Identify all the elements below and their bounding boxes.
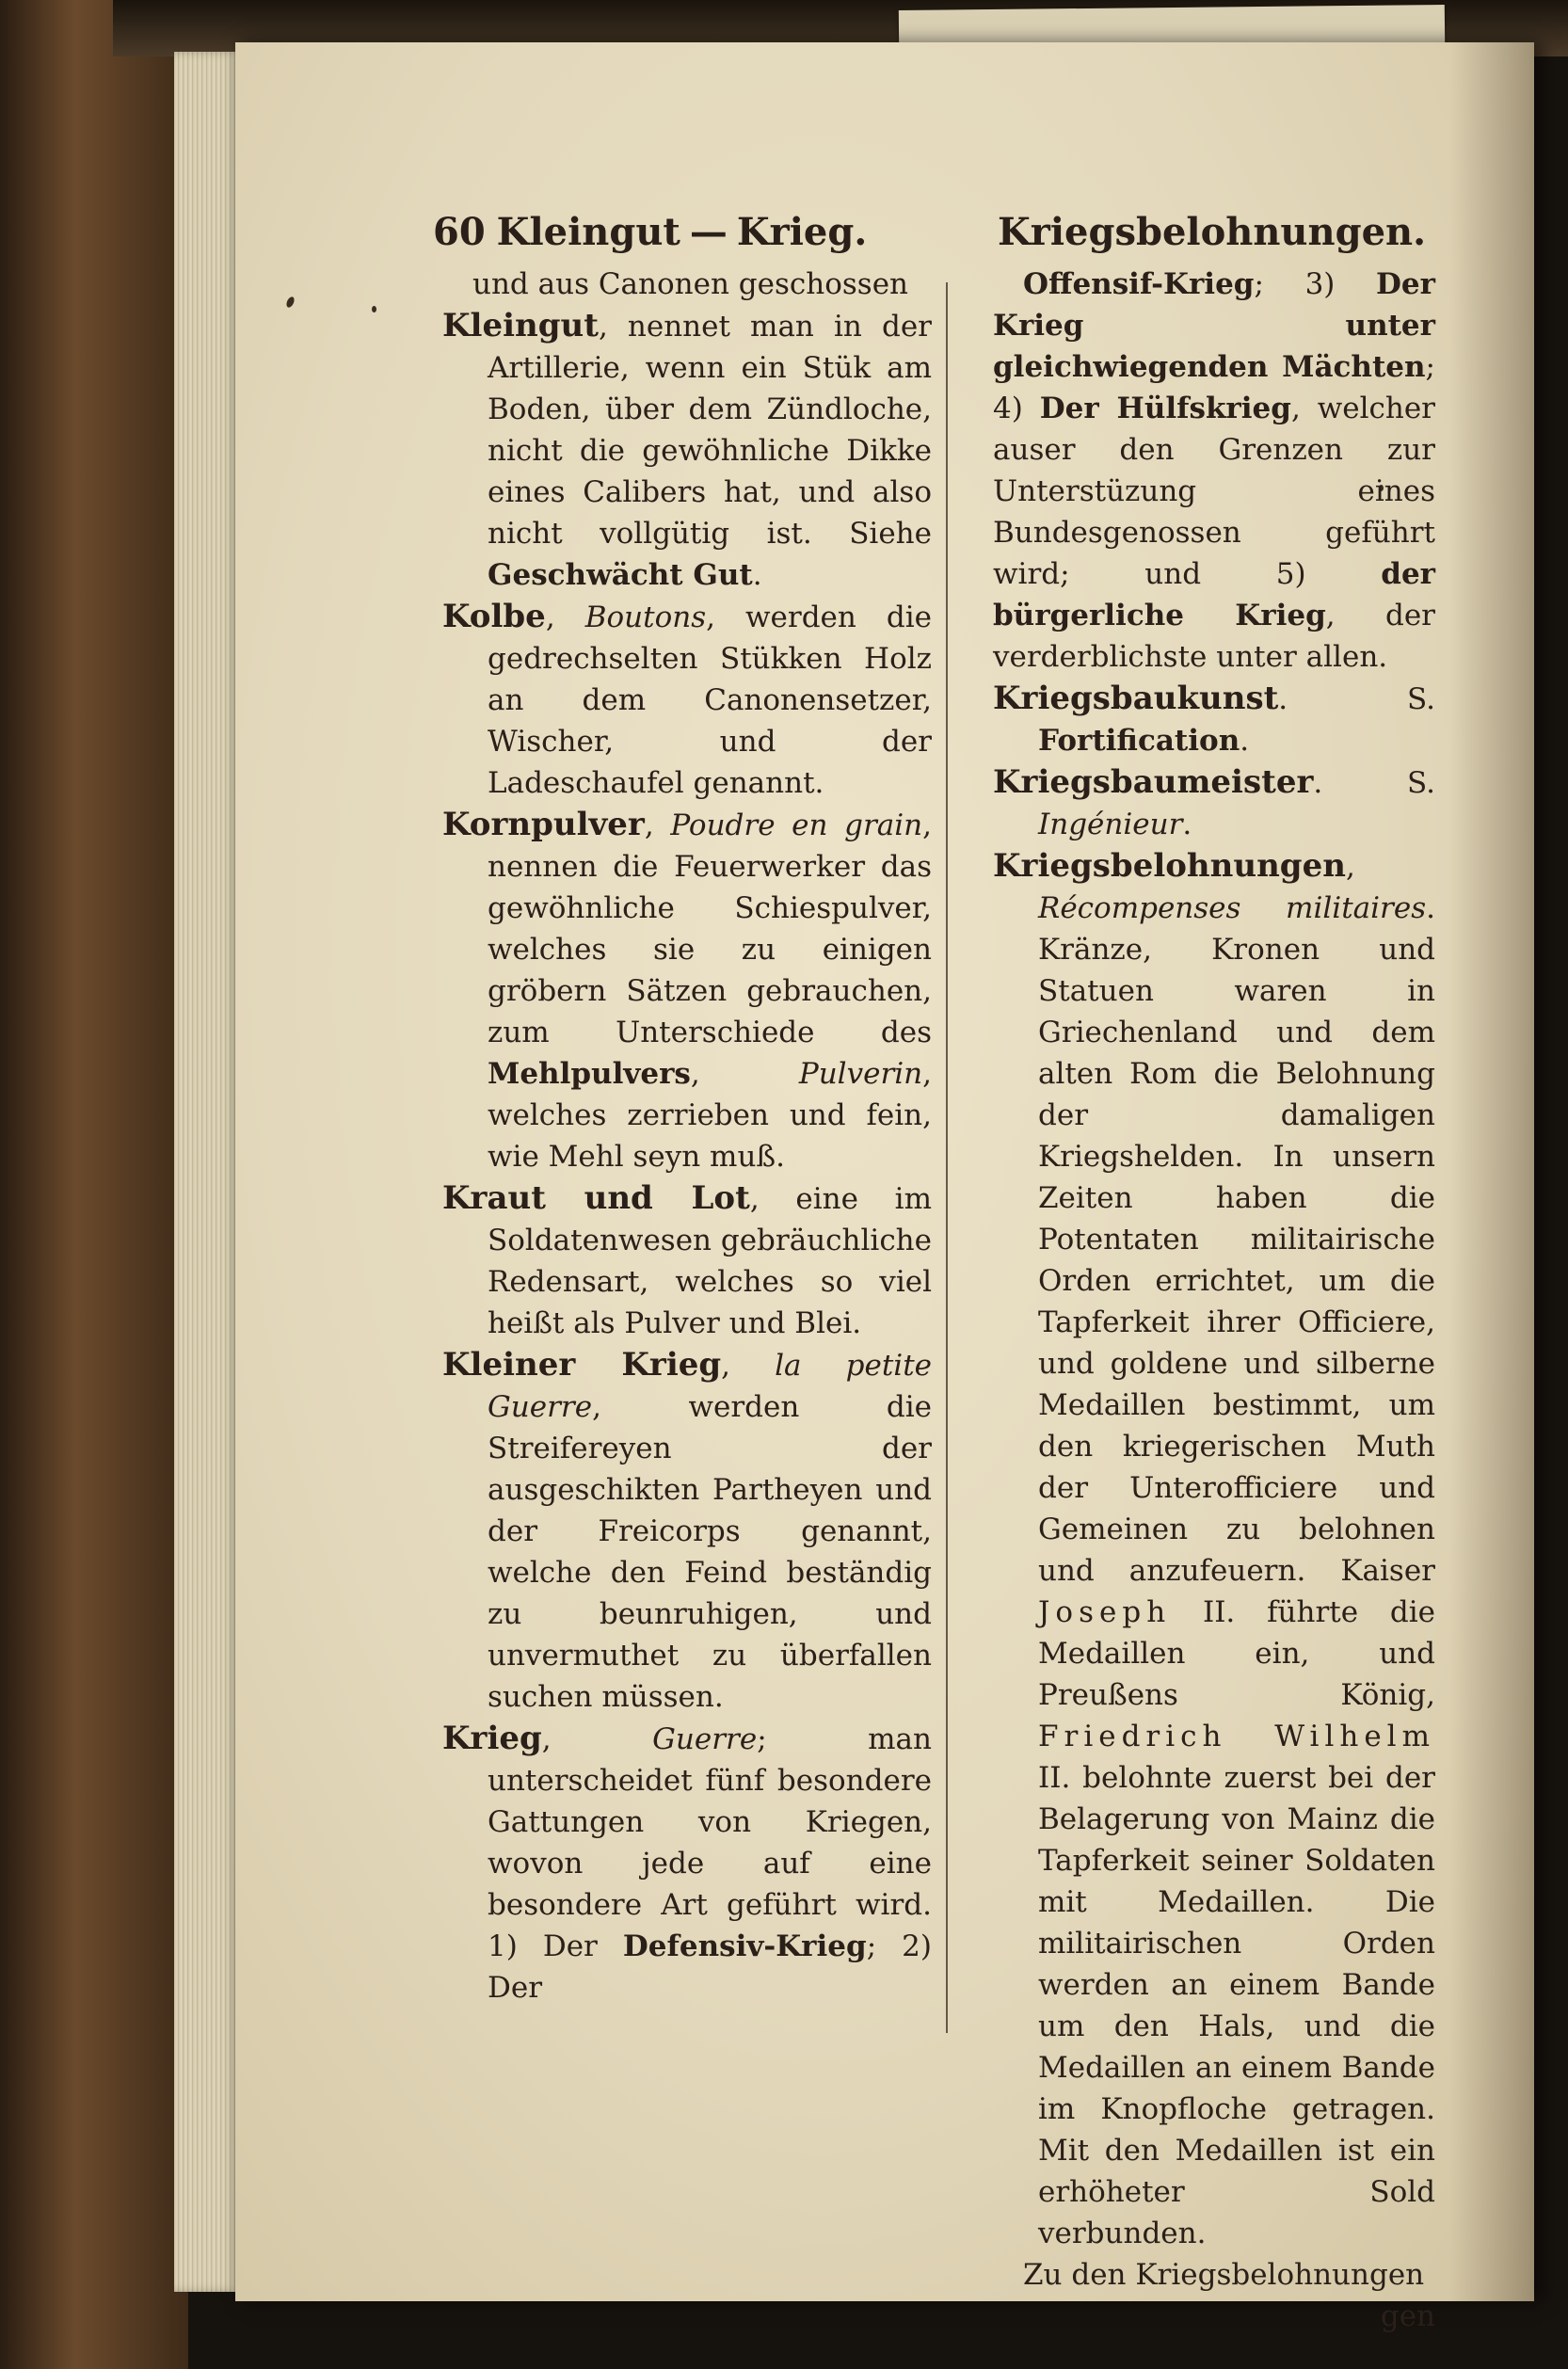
spaced-name: Friedrich Wilhelm [1038, 1720, 1435, 1753]
entry-lemma: Kraut und Lot [442, 1179, 750, 1217]
inline-term: Der Hülfskrieg [1039, 392, 1291, 425]
entry-body: , nennet man in der Artillerie, wenn ein Stük am Boden, über dem Zündloche, nicht die gewöhnliche Dikke eines Calibers hat, und also nicht vollgütig ist. Siehe [488, 310, 932, 551]
entry-cross-reference: Defensiv-Krieg [622, 1929, 867, 1963]
ink-spot [285, 296, 296, 309]
entry-french-term: Poudre en grain [670, 808, 923, 842]
entry-body: , werden die gedrechselten Stükken Holz an dem Canonensetzer, Wischer, und der Ladeschaufel genannt. [488, 600, 932, 800]
entry-lemma: Kriegsbaukunst [993, 680, 1279, 717]
dictionary-entry: Kornpulver, Poudre en grain, nennen die Feuerwerker das gewöhnliche Schiespulver, welches sie zu einigen gröbern Sätzen gebrauchen, zum Unterschiede des Mehlpulvers, Pulverin, welches zerrieben und fein, wie Mehl seyn muß. [442, 806, 932, 1174]
entry-french-term: Ingénieur [1038, 808, 1183, 841]
entry-tail: . [1182, 808, 1192, 841]
entry-cross-reference: Geschwächt Gut [488, 558, 753, 592]
book-cover-edge [0, 0, 188, 2369]
continuation-text: und aus Canonen geschossen [472, 267, 909, 301]
header-dash: — [689, 210, 728, 254]
inline-term: Offensif-Krieg [1023, 267, 1255, 301]
entry-lemma: Krieg [442, 1720, 542, 1757]
inline-term: der bürgerliche Krieg [993, 557, 1435, 632]
inline-text: ; 3) [1254, 267, 1377, 301]
entry-french-term: la petite Guerre [488, 1349, 932, 1424]
entry-lemma: Kornpulver [442, 806, 645, 843]
dictionary-entry [993, 678, 1435, 761]
dictionary-entry: Kolbe, Boutons, werden die gedrechselten Stükken Holz an dem Canonensetzer, Wischer, und der Ladeschaufel genannt. [442, 598, 932, 800]
entry-tail: II. belohnte zuerst bei der Belagerung von Mainz die Tapferkeit seiner Soldaten mit Medaillen. Die militairischen Orden werden an einem Bande um den Hals, und die Medaillen an einem Bande im Knopfloche getragen. Mit den Medaillen ist ein erhöheter Sold verbunden. [1038, 1761, 1435, 2250]
entry-french-term: Pulverin [798, 1057, 923, 1091]
entry-tail: . [752, 558, 762, 592]
entry-tail: . [1240, 724, 1250, 758]
inline-text: , der verderblichste unter allen. [993, 599, 1435, 674]
spaced-name: Joseph [1038, 1595, 1172, 1629]
page-number: 60 [433, 210, 486, 254]
continuation-text [993, 264, 1435, 678]
header-right-word: Krieg. [736, 210, 868, 254]
entry-body: . Kränze, Kronen und Statuen waren in Griechenland und dem alten Rom die Belohnung der damaligen Kriegshelden. In unsern Zeiten haben die Potentaten militairische Orden errichtet, um die Tapferkeit ihrer Officiere, und goldene und silberne Medaillen bestimmt, um den kriegerischen Muth der Unterofficiere und Gemeinen zu belohnen und anzufeuern. Kaiser [1038, 891, 1435, 1588]
running-head-right: Kriegsbelohnungen. [998, 210, 1427, 254]
entry-mid: II. führte die Medaillen ein, und Preußens König, [1038, 1595, 1435, 1712]
dictionary-entry [993, 761, 1435, 845]
dictionary-entry [442, 305, 932, 596]
entry-french-term: Guerre [652, 1722, 758, 1756]
entry-body: . S. [1278, 682, 1435, 716]
entry-body: , nennen die Feuerwerker das gewöhnliche Schiespulver, welches sie zu einigen gröbern Sätzen gebrauchen, zum Unterschiede des [488, 808, 932, 1049]
entry-body: . S. [1313, 766, 1435, 800]
inline-term: Der Krieg unter gleichwiegenden Mächten [993, 267, 1435, 384]
entry-lemma: Kleiner Krieg [442, 1346, 722, 1384]
right-column [993, 209, 1435, 2366]
entry-lemma: Kolbe [442, 598, 546, 635]
inline-text: ; 4) [993, 350, 1435, 425]
entry-french-term: Boutons [584, 600, 707, 634]
header-left-word: Kleingut [496, 210, 680, 254]
entry-body: , werden die Streifereyen der ausgeschikten Partheyen und der Freicorps genannt, welche den Feind beständig zu beunruhigen, und unvermuthet zu überfallen suchen müssen. [488, 1390, 932, 1714]
paragraph: Zu den Kriegsbelohnungen [1023, 2258, 1425, 2292]
dictionary-entry [442, 1177, 932, 1344]
entry-cross-reference: Fortification [1038, 724, 1240, 758]
entry-lemma: Kleingut [442, 307, 599, 344]
ink-spot [372, 306, 376, 312]
left-column [433, 209, 932, 2009]
column-rule [946, 282, 948, 2033]
page-stack-edges [174, 52, 240, 2292]
dictionary-entry: Kleiner Krieg, la petite Guerre, werden die Streifereyen der ausgeschikten Partheyen und der Freicorps genannt, welche den Feind beständig zu beunruhigen, und unvermuthet zu überfallen suchen müssen. [442, 1346, 932, 1714]
entry-tail: , welches zerrieben und fein, wie Mehl seyn muß. [488, 1057, 932, 1174]
entry-cross-reference: Mehlpulvers [488, 1057, 691, 1091]
gutter-shadow [1449, 42, 1534, 2301]
entry-body: ; man unterscheidet fünf besondere Gattungen von Kriegen, wovon jede auf eine besondere Art geführt wird. 1) Der [488, 1722, 932, 1963]
catchword: gen [1380, 2299, 1435, 2333]
entry-lemma: Kriegsbelohnungen [993, 847, 1346, 885]
entry-french-term: Récompenses militaires [1038, 891, 1427, 925]
inline-text: , welcher auser den Grenzen zur Unterstüzung eines Bundesgenossen geführt wird; und 5) [993, 392, 1435, 591]
entry-lemma: Kriegsbaumeister [993, 763, 1314, 801]
dictionary-entry: Kriegsbelohnungen, Récompenses militaires. Kränze, Kronen und Statuen waren in Griechenland und dem alten Rom die Belohnung der damaligen Kriegshelden. In unsern Zeiten haben die Potentaten militairische Orden errichtet, um die Tapferkeit ihrer Officiere, und goldene und silberne Medaillen bestimmt, um den kriegerischen Muth der Unterofficiere und Gemeinen zu belohnen und anzufeuern. Kaiser Joseph II. führte die Medaillen ein, und Preußens König, Friedrich Wilhelm II. belohnte zuerst bei der Belagerung von Mainz die Tapferkeit seiner Soldaten mit Medaillen. Die militairischen Orden werden an einem Bande um den Hals, und die Medaillen an einem Bande im Knopfloche getragen. Mit den Medaillen ist ein erhöheter Sold verbunden. [993, 847, 1435, 2250]
running-head-left [433, 209, 932, 256]
entry-body: , eine im Soldatenwesen gebräuchliche Redensart, welches so viel heißt als Pulver und Blei. [488, 1182, 932, 1340]
dictionary-entry: Krieg, Guerre; man unterscheidet fünf besondere Gattungen von Kriegen, wovon jede auf eine besondere Art geführt wird. 1) Der Defensiv-Krieg; 2) Der [442, 1720, 932, 2005]
entry-tail: ; 2) Der [488, 1929, 932, 2005]
